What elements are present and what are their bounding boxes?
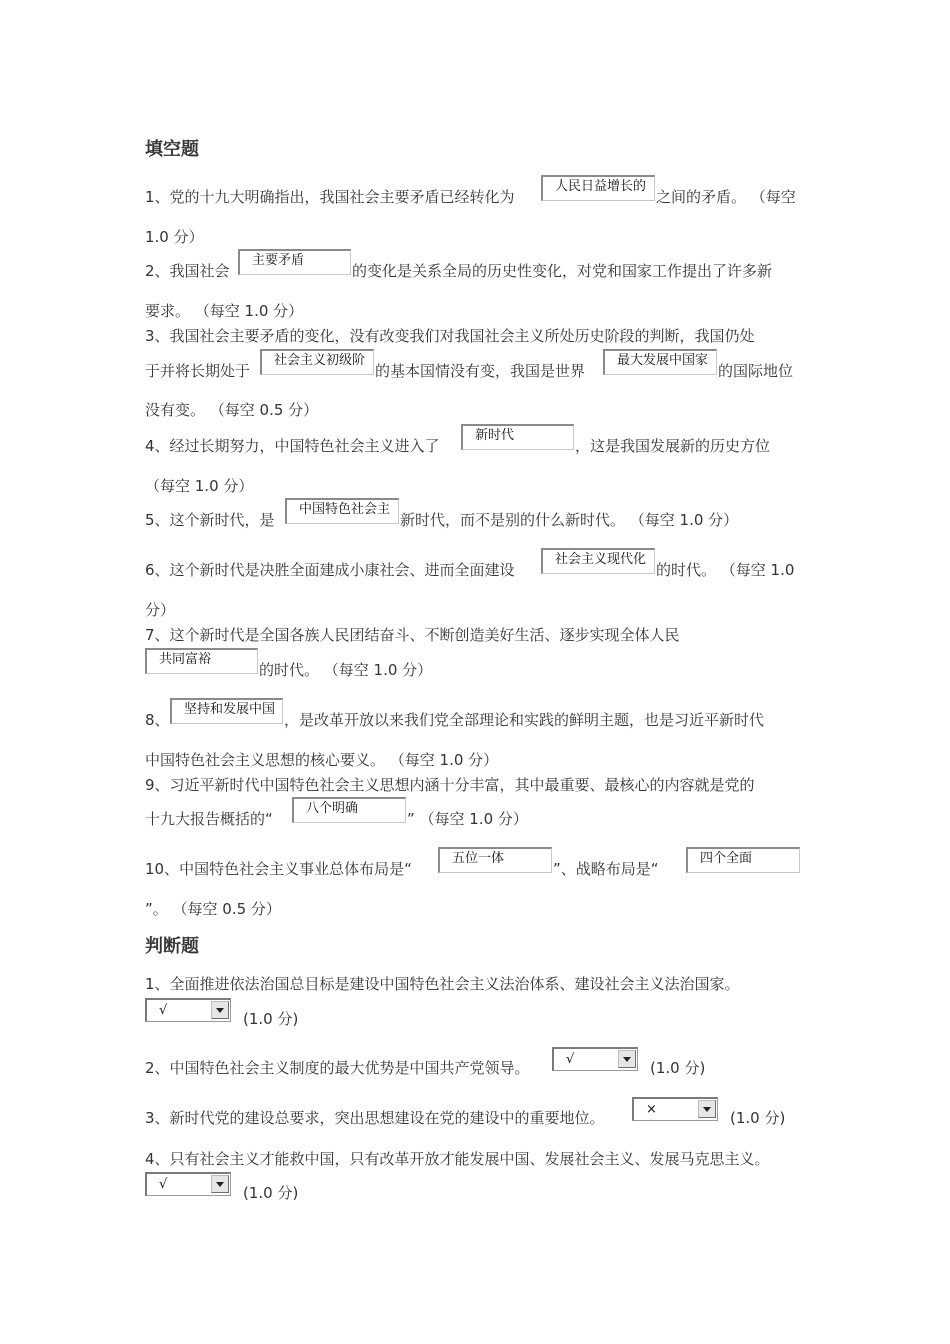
q6-answer-input-1[interactable]: 社会主义现代化 xyxy=(541,548,655,574)
q7-answer-input-1[interactable]: 共同富裕 xyxy=(145,648,258,674)
q8-text-line2: 中国特色社会主义思想的核心要义。 （每空 1.0 分） xyxy=(145,751,499,769)
q4-answer-input-1[interactable]: 新时代 xyxy=(461,424,574,450)
q10-text-before: 10、中国特色社会主义事业总体布局是“ xyxy=(145,860,412,878)
j1-selected-value: √ xyxy=(159,1003,168,1018)
q10-text-line2: ”。 （每空 0.5 分） xyxy=(145,900,281,918)
q5-text-after: 新时代，而不是别的什么新时代。 （每空 1.0 分） xyxy=(400,511,739,529)
q6-text-before: 6、这个新时代是决胜全面建成小康社会、进而全面建设 xyxy=(145,561,515,579)
q9-answer-input-1[interactable]: 八个明确 xyxy=(292,797,406,823)
q3-text-line1: 3、我国社会主要矛盾的变化，没有改变我们对我国社会主义所处历史阶段的判断，我国仍处 xyxy=(145,327,755,345)
j3-selected-value: × xyxy=(646,1102,657,1117)
q6-text-line2: 分） xyxy=(145,601,176,619)
q4-text-before: 4、经过长期努力，中国特色社会主义进入了 xyxy=(145,437,440,455)
j1-answer-select[interactable] xyxy=(145,998,231,1022)
q8-text-after: ，是改革开放以来我们党全部理论和实践的鲜明主题，也是习近平新时代 xyxy=(284,711,765,729)
j4-score: (1.0 分) xyxy=(243,1184,299,1202)
chevron-down-icon[interactable] xyxy=(211,1175,229,1193)
chevron-down-icon[interactable] xyxy=(211,1001,229,1019)
q2-answer-input-1[interactable]: 主要矛盾 xyxy=(238,249,351,275)
q5-answer-input-1[interactable]: 中国特色社会主 xyxy=(285,498,399,524)
q8-answer-input-1[interactable]: 坚持和发展中国 xyxy=(170,698,283,724)
q1-text-line2: 1.0 分） xyxy=(145,228,204,246)
q9-text-after: ” （每空 1.0 分） xyxy=(407,810,528,828)
j3-question-text: 3、新时代党的建设总要求，突出思想建设在党的建设中的重要地位。 xyxy=(145,1109,605,1127)
j4-answer-select[interactable] xyxy=(145,1172,231,1196)
j1-question-text: 1、全面推进依法治国总目标是建设中国特色社会主义法治体系、建设社会主义法治国家。 xyxy=(145,975,740,993)
q2-text-line2: 要求。 （每空 1.0 分） xyxy=(145,302,304,320)
q3-text-line3: 没有变。 （每空 0.5 分） xyxy=(145,401,319,419)
q7-text-after: 的时代。 （每空 1.0 分） xyxy=(259,661,433,679)
q9-text-before: 十九大报告概括的“ xyxy=(145,810,273,828)
q3-answer-input-2[interactable]: 最大发展中国家 xyxy=(603,349,717,375)
q3-text-before: 于并将长期处于 xyxy=(145,362,251,380)
j2-answer-select[interactable] xyxy=(552,1047,638,1071)
q7-text-line1: 7、这个新时代是全国各族人民团结奋斗、不断创造美好生活、逐步实现全体人民 xyxy=(145,626,680,644)
j2-question-text: 2、中国特色社会主义制度的最大优势是中国共产党领导。 xyxy=(145,1059,530,1077)
j1-score: (1.0 分) xyxy=(243,1010,299,1028)
j4-question-text: 4、只有社会主义才能救中国，只有改革开放才能发展中国、发展社会主义、发展马克思主义。 xyxy=(145,1150,770,1168)
q2-text-before: 2、我国社会 xyxy=(145,262,230,280)
q3-text-after: 的国际地位 xyxy=(718,362,794,380)
j3-score: (1.0 分) xyxy=(730,1109,786,1127)
j3-answer-select[interactable] xyxy=(632,1097,718,1121)
j2-selected-value: √ xyxy=(566,1052,575,1067)
j2-score: (1.0 分) xyxy=(650,1059,706,1077)
q4-text-after: ，这是我国发展新的历史方位 xyxy=(575,437,771,455)
q6-text-after: 的时代。 （每空 1.0 xyxy=(656,561,795,579)
q10-answer-input-2[interactable]: 四个全面 xyxy=(686,847,800,873)
q2-text-after: 的变化是关系全局的历史性变化，对党和国家工作提出了许多新 xyxy=(352,262,773,280)
q10-text-mid: ”、战略布局是“ xyxy=(553,860,659,878)
q3-answer-input-1[interactable]: 社会主义初级阶 xyxy=(260,349,374,375)
q1-answer-input-1[interactable]: 人民日益增长的 xyxy=(541,175,655,201)
q1-text-before: 1、党的十九大明确指出，我国社会主要矛盾已经转化为 xyxy=(145,188,515,206)
q5-text-before: 5、这个新时代，是 xyxy=(145,511,275,529)
q9-text-line1: 9、习近平新时代中国特色社会主义思想内涵十分丰富，其中最重要、最核心的内容就是党的 xyxy=(145,776,755,794)
q8-text-before: 8、 xyxy=(145,711,170,729)
q10-answer-input-1[interactable]: 五位一体 xyxy=(438,847,552,873)
j4-selected-value: √ xyxy=(159,1177,168,1192)
q1-text-after: 之间的矛盾。 （每空 xyxy=(656,188,796,206)
chevron-down-icon[interactable] xyxy=(698,1100,716,1118)
section-title-judge: 判断题 xyxy=(145,936,199,957)
chevron-down-icon[interactable] xyxy=(618,1050,636,1068)
q3-text-mid: 的基本国情没有变，我国是世界 xyxy=(375,362,586,380)
q4-text-line2: （每空 1.0 分） xyxy=(145,477,254,495)
section-title-fill: 填空题 xyxy=(145,139,199,160)
